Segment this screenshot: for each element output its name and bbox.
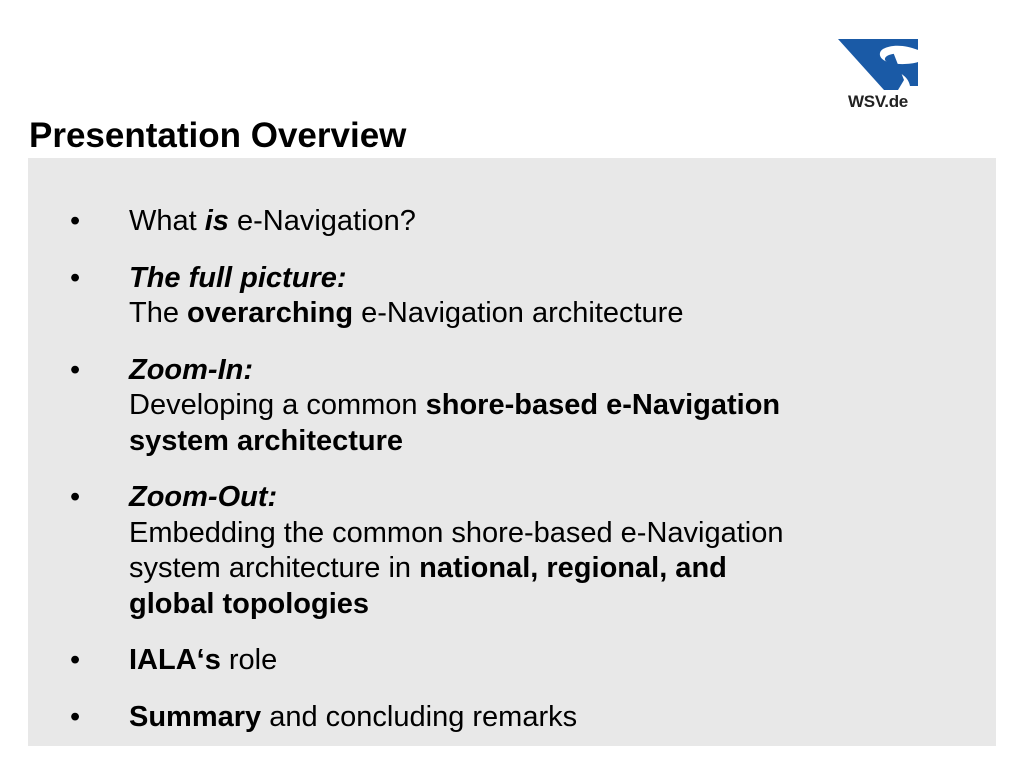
bullet-dot: • (70, 205, 81, 237)
bullet-text: IALA‘s (129, 644, 221, 676)
bullet-line (129, 424, 996, 460)
bullet-line (129, 353, 996, 389)
bullet-text: role (220, 644, 278, 676)
logo-text: WSV.de (848, 92, 908, 111)
bullet-line (129, 700, 996, 736)
bullet-text: national, regional, and (419, 552, 727, 584)
bullet-text: e-Navigation architecture (353, 297, 684, 329)
bullet-list (28, 204, 996, 756)
wsv-wave-icon (836, 36, 920, 92)
content-panel (28, 158, 996, 746)
bullet-text: system architecture (129, 424, 404, 457)
bullet-item (28, 480, 996, 622)
bullet-line (129, 204, 996, 240)
bullet-line (129, 551, 996, 587)
bullet-item (28, 261, 996, 332)
bullet-line (129, 388, 996, 424)
bullet-item (28, 700, 996, 736)
bullet-line (129, 516, 996, 552)
bullet-item (28, 353, 996, 460)
bullet-text: Developing a common (129, 389, 426, 421)
bullet-line (129, 587, 996, 623)
bullet-item (28, 204, 996, 240)
bullet-text: The full picture: (129, 261, 347, 294)
bullet-text: system architecture in (129, 552, 420, 584)
bullet-line (129, 643, 996, 679)
bullet-dot: • (70, 353, 81, 386)
bullet-text: and concluding remarks (261, 700, 578, 733)
bullet-dot: • (70, 481, 81, 513)
bullet-line (129, 296, 996, 332)
wsv-logo (836, 36, 920, 116)
bullet-dot: • (70, 261, 81, 294)
bullet-text: Embedding the common shore-based e-Navigation (129, 516, 784, 549)
bullet-text: is (204, 205, 229, 237)
bullet-dot: • (70, 700, 81, 733)
bullet-text: global topologies (129, 587, 370, 620)
bullet-text: Zoom-In: (129, 353, 254, 386)
bullet-text: overarching (187, 297, 354, 329)
bullet-text: Summary (129, 700, 262, 733)
bullet-line (129, 261, 996, 297)
bullet-item (28, 643, 996, 679)
bullet-text: What (129, 205, 205, 237)
bullet-text: The (129, 297, 188, 329)
bullet-dot: • (70, 644, 81, 676)
bullet-text: Zoom-Out: (129, 481, 278, 513)
page-title: Presentation Overview (29, 116, 407, 155)
bullet-text: e-Navigation? (228, 205, 416, 237)
bullet-line (129, 480, 996, 516)
bullet-text: shore-based e-Navigation (425, 389, 781, 421)
